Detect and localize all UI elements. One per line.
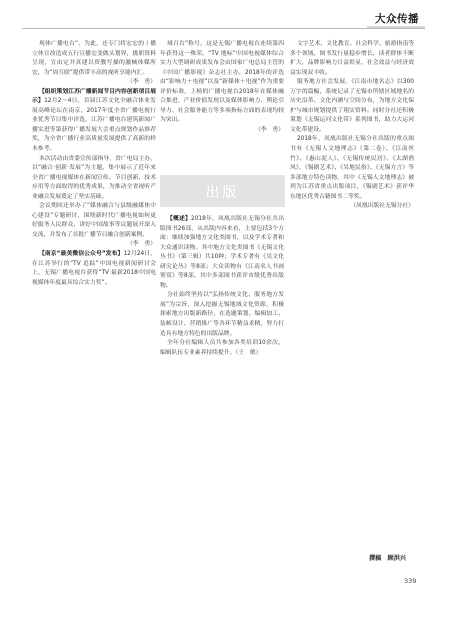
paragraph <box>32 40 156 78</box>
paragraph <box>290 78 414 135</box>
paragraph-text: 域百台”称号，这是无锡广播电视台连续第四年获得这一殊荣。“TV 地标”中国电视媒体综合实力大型调研成果发布会由国家广电总局主管的《中国广播影视》杂志社主办，2018年的评选由“影响力＋电视”以及“新媒体＋电视”作为重要评价标准，上榜的广播电视台2018年在媒体融合推进、产业价值发现以及媒体影响力、舆论引导力、社会服务能力等多项指标方面的表现均较为突出。 <box>160 41 284 124</box>
entry-heading: 【组织策划江苏广播新闻节目内容创新项目展示】 <box>32 88 156 105</box>
paragraph-text: 12月24日，在江苏举行的“TV 追踪”中国电视新闻研讨会上，无锡广播电视台获得“TV 最新2018中国电视媒体年度最具综合实力奖”。 <box>32 251 156 286</box>
paragraph-text: 12月2～4日，首届江苏文化全融合体业发展高峰论坛在南京，2017年度全省广播电视行业优秀节目集中评选，江苏广播电台建筑新闻广播实进等第获得广播发展大会重点规划作品推荐奖，为全省广播行业高质量发展提供了高新的样本参考。 <box>32 98 156 153</box>
banner-label: 出版 <box>205 185 240 201</box>
entry-heading: 【概述】 <box>166 216 192 222</box>
source-credit: （凤凰出版社无锡分社） <box>350 203 414 210</box>
source-credit: （李 勇） <box>127 241 156 248</box>
paragraph <box>32 88 156 155</box>
page-number: 339 <box>404 577 417 585</box>
page-header <box>0 0 449 32</box>
paragraph-text: 2018年，凤凰出版社无锡分社共出版图书26部，从出版内容来看，主要包括3个方面：继续加强地方文化类图书，以及学术专著和大众通识读物。其中地方文化类图书《无锡文化丛书》（第三辑）共10种；学术专著有《吴文化研究论丛》等8部；大众读物有《江南名人书画鉴赏》等8部，其中多部图书获评市级优秀出版物。 <box>160 216 284 289</box>
column-2 <box>160 40 284 135</box>
paragraph <box>160 291 284 339</box>
paragraph-text: 服务地方社会发展。《江南市地名志》以300万字的篇幅，系统记录了无锡市所辖区域地名的历史沿革、文化内涵与空间分布，为地方文化保护与城市规划提供了翔实资料。同时分社还积极策划《无锡运河文化带》系列图书，助力大运河文化带建设。 <box>290 79 414 133</box>
author-credit: 撰稿 顾洪兴 <box>369 555 407 562</box>
source-credit: （李 勇） <box>127 79 156 86</box>
paragraph <box>32 155 156 203</box>
section-banner <box>160 175 285 207</box>
paragraph-text: 现体广播电台”、为此，还专门将宏宏的丨播立体宣改造成五行宣播宏变做头划界，挑职资料呈现，宣由定并真建以资教写描的激械体媒所宏，为“周互联”提供带丰高的视听享能内汇。 <box>32 41 156 76</box>
paragraph-text: 本次活动由省委宣传部指导，省广电局主办，以“融合·创新·发展”为主题，集中展示了近年来全省广播电视媒体在新闻宣传、节目创新、技术应用等方面取得的优秀成果，为推动全省视听产业融合发展奠定了坚实基础。 <box>32 155 156 200</box>
column-1 <box>32 40 156 288</box>
paragraph-text: 文字艺术、文化教育、社会科学、旅游指南等多个领域，图书发行量稳步增长，读者群体不断扩大，品牌影响力日益彰显，社会效益与经济效益实现双丰收。 <box>290 41 414 76</box>
paragraph <box>160 215 284 291</box>
paragraph <box>32 250 156 288</box>
paragraph <box>160 40 284 126</box>
paragraph <box>290 40 414 78</box>
column-3 <box>290 40 414 212</box>
paragraph-text: 2018年，凤凰出版社无锡分社出版的重点图书有《无锡人文地理志》（第二卷）、《江南丝竹》、《惠山泥人》、《无锡传统民居》、《太湖渔风》、《锡剧艺术》、《吴地民俗》、《无锡方言》等多部地方特色读物，其中《无锡人文地理志》被列为江苏省重点出版项目，《锡剧艺术》获评华东地区优秀古籍图书二等奖。 <box>290 136 414 200</box>
paragraph <box>290 135 414 202</box>
entry-heading: 【南京“最美微信公众号”发布】 <box>38 251 124 258</box>
column-2-lower <box>160 215 284 358</box>
paragraph-text: 全年分社编辑人员共参加各类培训10余次，编辑队伍专业素养持续提升。（王 敏） <box>160 340 284 356</box>
paragraph <box>32 202 156 240</box>
paragraph-text: 会议期间还举办了“媒体融合与县级融媒体中心建设”专题研讨，围绕新时代广播电视如何更好服务人民群众、讲好中国故事等议题展开深入交流，并发布了首批广播节目融合创新案例。 <box>32 203 156 238</box>
source-credit: （李 勇） <box>255 126 284 133</box>
paragraph-text: 分社始终坚持以“弘扬传统文化、服务地方发展”为宗旨，深入挖掘无锡地域文化资源，积极探索地方出版新路径，在选题策划、编辑加工、装帧设计、营销推广等各环节精益求精，努力打造具有地方特色的出版品牌。 <box>160 292 284 337</box>
header-rule <box>22 28 425 29</box>
section-title: 大众传播 <box>375 13 419 25</box>
paragraph <box>160 339 284 358</box>
